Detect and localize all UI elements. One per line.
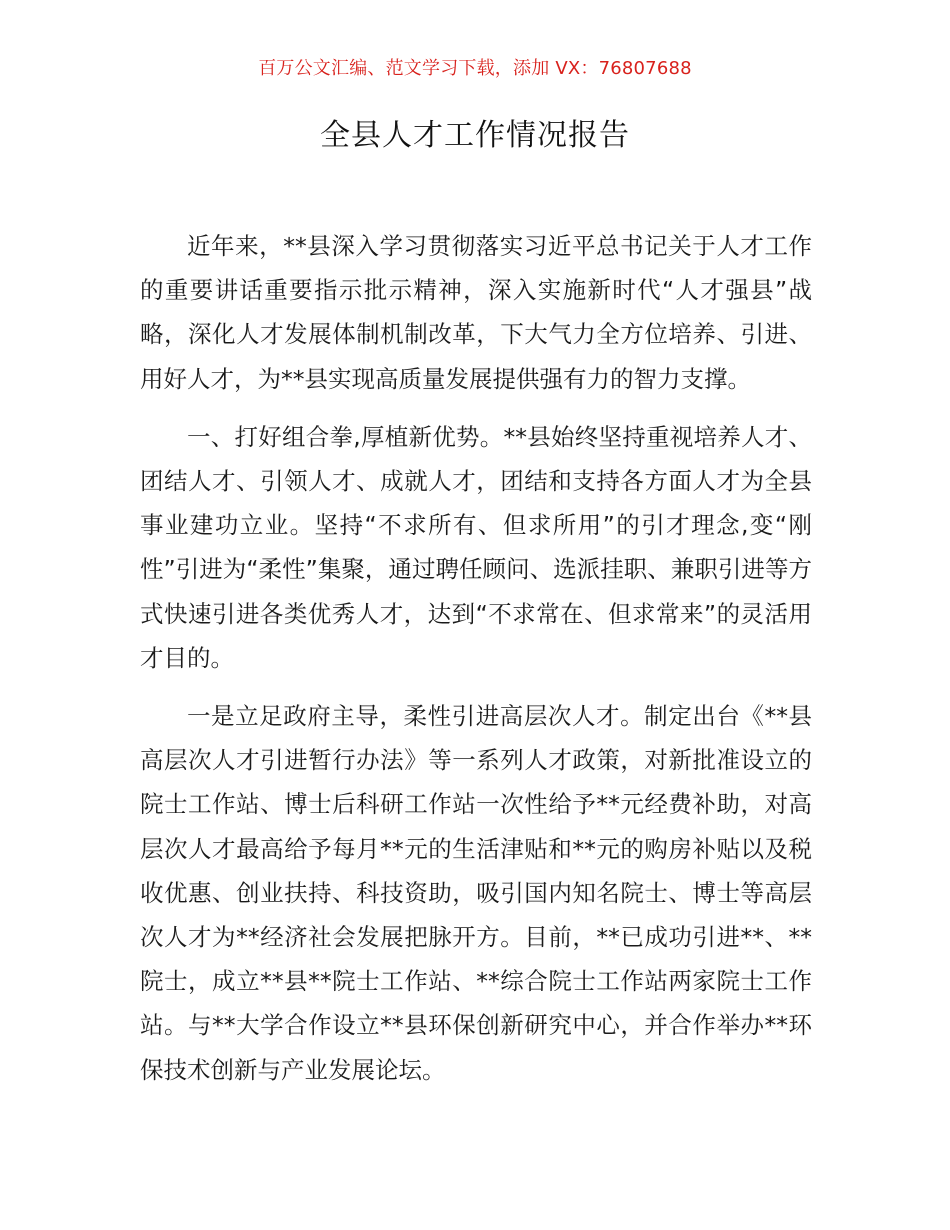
document-body bbox=[140, 224, 812, 1106]
page-title: 全县人才工作情况报告 bbox=[320, 118, 630, 153]
section-one-paragraph: 一、打好组合拳,厚植新优势。**县始终坚持重视培养人才、团结人才、引领人才、成就人才，团结和支持各方面人才为全县事业建功立业。坚持“不求所有、但求所用”的引才理念,变“刚性”引进为“柔性”集聚，通过聘任顾问、选派挂职、兼职引进等方式快速引进各类优秀人才，达到“不求常在、但求常来”的灵活用才目的。 bbox=[140, 422, 812, 672]
point-one-paragraph: 一是立足政府主导，柔性引进高层次人才。制定出台《**县高层次人才引进暂行办法》等一系列人才政策，对新批准设立的院士工作站、博士后科研工作站一次性给予**元经费补助，对高层次人才最高给予每月**元的生活津贴和**元的购房补贴以及税收优惠、创业扶持、科技资助，吸引国内知名院士、博士等高层次人才为**经济社会发展把脉开方。目前，**已成功引进**、**院士，成立**县**院士工作站、**综合院士工作站两家院士工作站。与**大学合作设立**县环保创新研究中心，并合作举办**环保技术创新与产业发展论坛。 bbox=[140, 702, 812, 1084]
intro-paragraph: 近年来，**县深入学习贯彻落实习近平总书记关于人才工作的重要讲话重要指示批示精神，深入实施新时代“人才强县”战略，深化人才发展体制机制改革，下大气力全方位培养、引进、用好人才，为**县实现高质量发展提供强有力的智力支撑。 bbox=[140, 232, 812, 393]
download-banner: 百万公文汇编、范文学习下载，添加 VX：76807688 bbox=[258, 58, 692, 79]
